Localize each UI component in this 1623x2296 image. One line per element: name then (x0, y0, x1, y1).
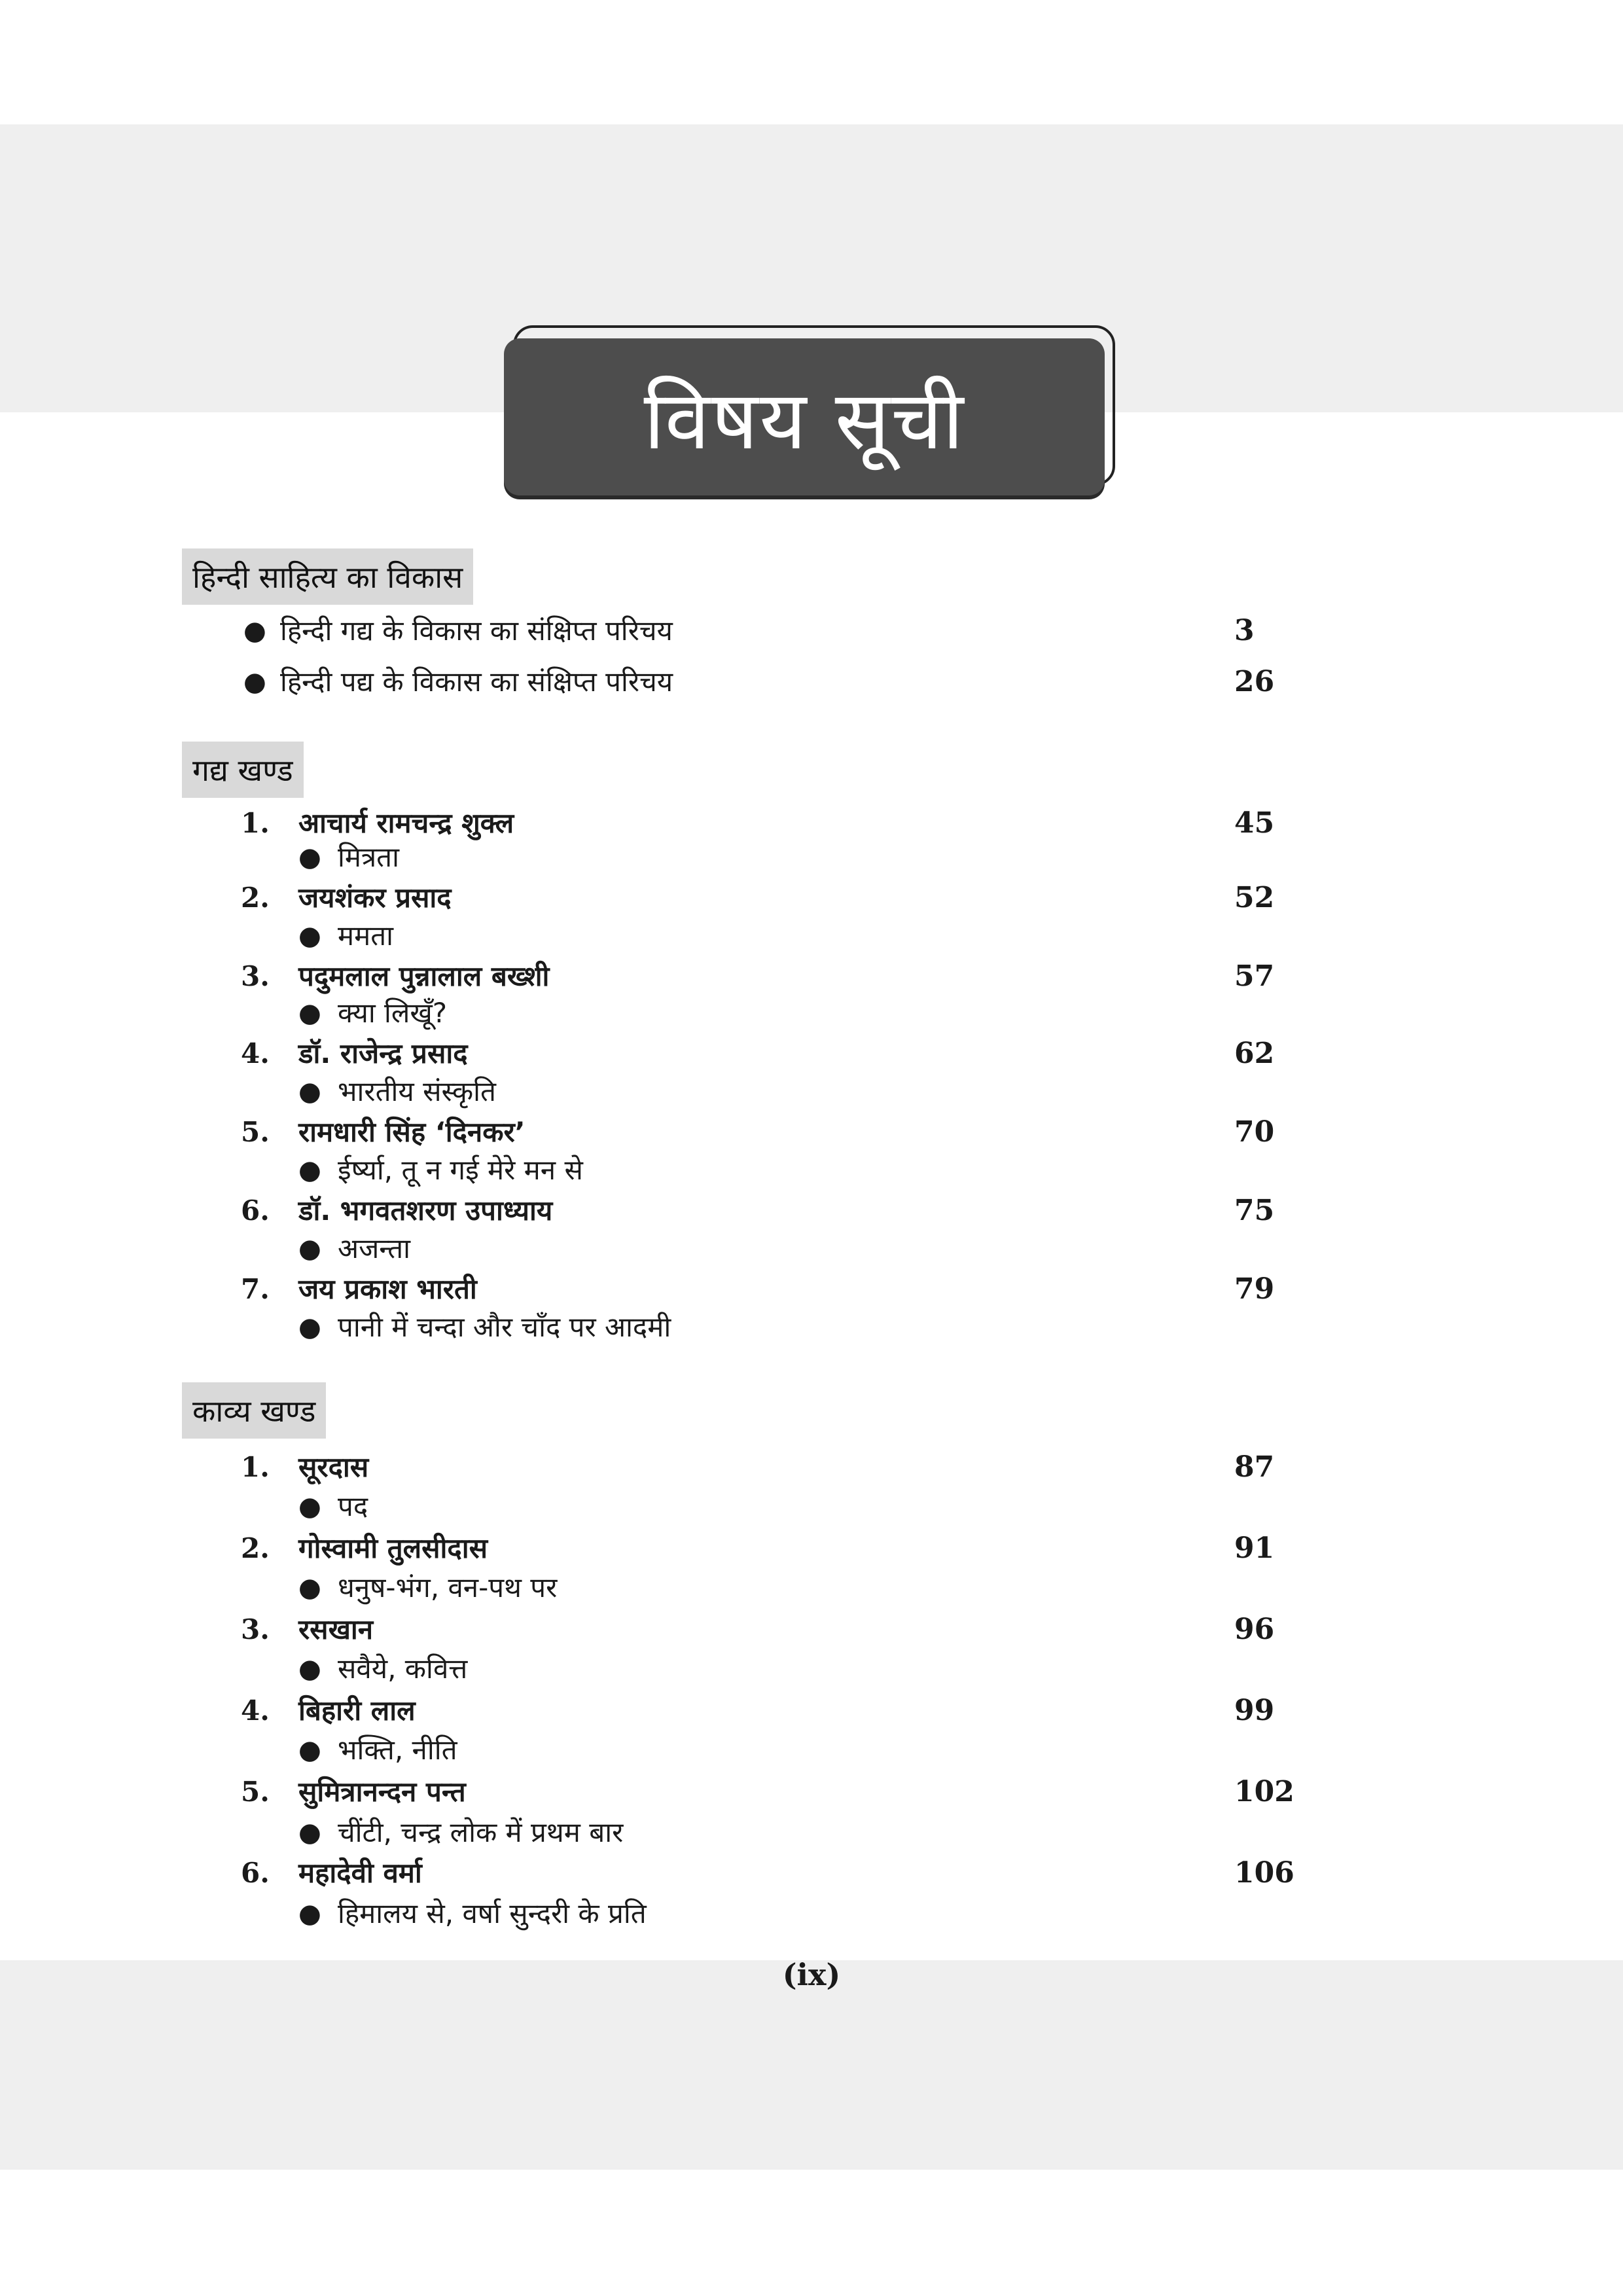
chapter-number: 2. (241, 1532, 270, 1564)
bullet-icon: ● (298, 921, 321, 951)
chapter-author: रसखान (298, 1613, 374, 1645)
chapter-work: पानी में चन्दा और चाँद पर आदमी (338, 1311, 671, 1343)
chapter-number: 2. (241, 882, 270, 914)
bullet-icon: ● (298, 1492, 321, 1522)
toc-entry[interactable] (0, 611, 1623, 651)
title-banner (504, 325, 1119, 497)
bullet-icon: ● (298, 1312, 321, 1342)
chapter-number: 5. (241, 1776, 270, 1808)
toc-page-number: 3 (1234, 614, 1255, 647)
chapter-number: 6. (241, 1857, 270, 1889)
chapter-work: सवैये, कवित्त (338, 1653, 468, 1685)
toc-page-number: 87 (1234, 1450, 1275, 1484)
toc-work (0, 1487, 1623, 1526)
toc-page-number: 62 (1234, 1037, 1275, 1070)
toc-chapter[interactable] (0, 878, 1623, 918)
chapter-work: ममता (338, 920, 394, 952)
toc-work (0, 994, 1623, 1033)
bullet-icon: ● (298, 842, 321, 872)
chapter-author: जय प्रकाश भारती (298, 1273, 477, 1305)
toc-work (0, 1894, 1623, 1933)
toc-work (0, 1072, 1623, 1111)
title-box (504, 338, 1105, 495)
chapter-work: हिमालय से, वर्षा सुन्दरी के प्रति (338, 1897, 647, 1929)
chapter-number: 1. (241, 807, 270, 839)
chapter-author: डॉ. राजेन्द्र प्रसाद (298, 1037, 468, 1069)
toc-page-number: 96 (1234, 1613, 1275, 1646)
toc-page-number: 26 (1234, 665, 1275, 698)
chapter-author: सूरदास (298, 1451, 369, 1483)
toc-chapter[interactable] (0, 1529, 1623, 1568)
bullet-icon: ● (298, 1735, 321, 1765)
toc-entry-text: हिन्दी पद्य के विकास का संक्षिप्त परिचय (280, 666, 673, 698)
chapter-author: बिहारी लाल (298, 1695, 416, 1727)
toc-chapter[interactable] (0, 1270, 1623, 1309)
bullet-icon: ● (298, 1899, 321, 1929)
bullet-icon: ● (298, 1573, 321, 1603)
toc-work (0, 1813, 1623, 1852)
toc-chapter[interactable] (0, 1448, 1623, 1487)
chapter-author: आचार्य रामचन्द्र शुक्ल (298, 807, 514, 839)
bullet-icon: ● (298, 998, 321, 1028)
toc-page-number: 106 (1234, 1856, 1294, 1890)
chapter-number: 7. (241, 1273, 270, 1305)
bullet-icon: ● (243, 667, 266, 697)
toc-work (0, 838, 1623, 877)
toc-work (0, 1731, 1623, 1770)
chapter-author: पदुमलाल पुन्नालाल बख्शी (298, 960, 550, 992)
section-heading-gadya: गद्य खण्ड (182, 742, 304, 798)
section-heading-kavya: काव्य खण्ड (182, 1382, 326, 1439)
page-folio: (ix) (782, 1957, 841, 1992)
page-title: विषय सूची (643, 373, 965, 468)
toc-page-number: 52 (1234, 881, 1275, 914)
chapter-work: मित्रता (338, 841, 399, 873)
chapter-number: 6. (241, 1194, 270, 1227)
toc-chapter[interactable] (0, 1034, 1623, 1073)
bullet-icon: ● (298, 1155, 321, 1185)
toc-work (0, 1308, 1623, 1347)
toc-work (0, 916, 1623, 956)
chapter-author: डॉ. भगवतशरण उपाध्याय (298, 1194, 553, 1227)
toc-chapter[interactable] (0, 1691, 1623, 1731)
section-heading-vikas: हिन्दी साहित्य का विकास (182, 548, 473, 605)
bullet-icon: ● (243, 616, 266, 646)
toc-work (0, 1229, 1623, 1268)
chapter-number: 3. (241, 1613, 270, 1645)
chapter-author: गोस्वामी तुलसीदास (298, 1532, 488, 1564)
toc-chapter[interactable] (0, 804, 1623, 843)
bullet-icon: ● (298, 1818, 321, 1848)
chapter-number: 4. (241, 1037, 270, 1069)
toc-work (0, 1649, 1623, 1689)
chapter-author: सुमित्रानन्दन पन्त (298, 1776, 466, 1808)
toc-chapter[interactable] (0, 1854, 1623, 1893)
toc-entry-text: हिन्दी गद्य के विकास का संक्षिप्त परिचय (280, 615, 673, 647)
chapter-work: क्या लिखूँ? (338, 997, 448, 1029)
toc-entry[interactable] (0, 662, 1623, 702)
toc-work (0, 1151, 1623, 1190)
chapter-work: धनुष-भंग, वन-पथ पर (338, 1571, 558, 1604)
toc-chapter[interactable] (0, 1191, 1623, 1230)
chapter-work: अजन्ता (338, 1232, 411, 1265)
toc-page-number: 102 (1234, 1775, 1294, 1808)
chapter-work: भक्ति, नीति (338, 1734, 457, 1766)
toc-page-number: 99 (1234, 1694, 1275, 1727)
chapter-number: 4. (241, 1695, 270, 1727)
toc-page-number: 75 (1234, 1194, 1275, 1227)
chapter-author: महादेवी वर्मा (298, 1857, 422, 1889)
chapter-number: 3. (241, 960, 270, 992)
chapter-number: 1. (241, 1451, 270, 1483)
toc-page-number: 91 (1234, 1532, 1275, 1565)
bullet-icon: ● (298, 1654, 321, 1684)
toc-page-number: 70 (1234, 1115, 1275, 1149)
toc-chapter[interactable] (0, 957, 1623, 996)
chapter-number: 5. (241, 1116, 270, 1148)
toc-page-number: 45 (1234, 806, 1275, 840)
bullet-icon: ● (298, 1077, 321, 1107)
bullet-icon: ● (298, 1234, 321, 1264)
toc-page-number: 79 (1234, 1272, 1275, 1306)
chapter-work: भारतीय संस्कृति (338, 1075, 496, 1107)
toc-chapter[interactable] (0, 1113, 1623, 1152)
toc-page-number: 57 (1234, 960, 1275, 993)
toc-chapter[interactable] (0, 1772, 1623, 1812)
chapter-author: रामधारी सिंह ‘दिनकर’ (298, 1116, 526, 1148)
chapter-work: पद (338, 1490, 368, 1522)
toc-work (0, 1568, 1623, 1607)
chapter-work: ईर्ष्या, तू न गई मेरे मन से (338, 1154, 583, 1186)
toc-chapter[interactable] (0, 1610, 1623, 1649)
chapter-work: चींटी, चन्द्र लोक में प्रथम बार (338, 1816, 624, 1848)
chapter-author: जयशंकर प्रसाद (298, 882, 452, 914)
